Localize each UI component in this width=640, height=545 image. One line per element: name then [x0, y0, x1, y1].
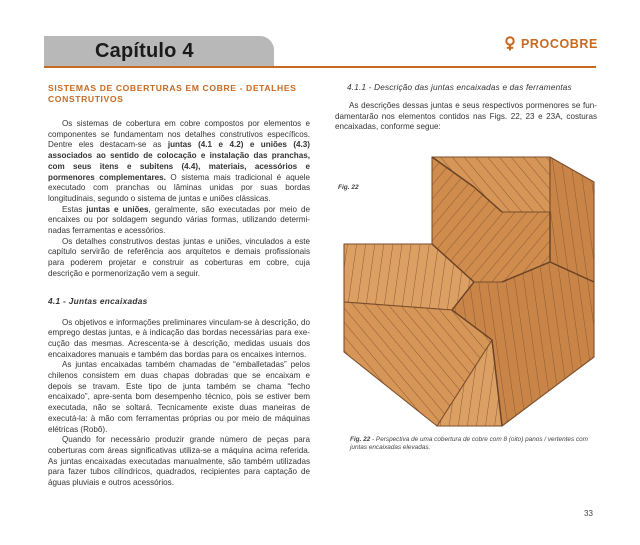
paragraph-2-text-a: Estas [62, 204, 87, 214]
paragraph-6: Quando for necessário produzir grande número de peças para coberturas com áreas significativas utiliza-se a máquina acima referida. As juntas encaixadas executadas manualmente, são também utilizadas para fazer tubos cilíndricos, quadrados, recipientes para captação de águas pluviais e outros acessórios. [48, 435, 310, 488]
paragraph-4: Os objetivos e informações preliminares vinculam-se à descrição, do emprego destas juntas, e à indicação das bordas necessárias para exe-cução das mesmas. Acrescenta-se à descrição, medidas usuais dos encaixadores manuais e também das bordas para os encaixes internos. [48, 317, 310, 359]
section-heading: SISTEMAS DE COBERTURAS EM COBRE - DETALHES CONSTRUTIVOS [48, 83, 297, 104]
paragraph-2-text-c: , geralmente, são executadas por meio de encaixes ou por soldagem segundo várias formas, utilizando determi-nadas ferramentas e acessórios. [48, 204, 310, 236]
brand-name: PROCOBRE [520, 36, 598, 51]
brand-logo [504, 36, 598, 51]
paragraph-5: As juntas encaixadas também chamadas de “emballetadas” pelos chilenos consistem em duas chapas dobradas que se encaixam e depois se travam. Este tipo de junta também se chama “fecho encaixado”, apre-senta bom desempenho técnico, pois se estiver bem executada, não se soltará. Tecnicamente existe duas maneiras de executá-la: à mão com ferramentas próprias ou por meio de máquinas elétricas (Robô). [48, 360, 310, 434]
subsection-heading: 4.1 - Juntas encaixadas [48, 295, 148, 306]
paragraph-2 [48, 205, 310, 237]
paragraph-3: Os detalhes construtivos destas juntas e uniões, vinculados a este capítulo servirão de referência aos arquitetos e demais profissionais para poderem projetar e construir as coberturas em cobre, cuja descrição e pormenorização vem a seguir. [48, 236, 310, 278]
figure-caption [350, 436, 595, 453]
page-number: 33 [584, 509, 593, 518]
roof-illustration [342, 152, 596, 428]
paragraph-1-text-c: O sistema mais tradicional é aquele executado com pranchas ou lâminas unidas por suas bordas longitudinais, segundo o sistema de juntas e uniões clássicas. [48, 172, 310, 203]
paragraph-2-bold: juntas e uniões [86, 204, 149, 214]
left-column [48, 83, 310, 489]
paragraph-1-bold: juntas (4.1 e 4.2) e uniões (4.3) associados ao sentido de colocação e instalação das pranchas, com seus itens e subitens (4.4), materiais, acessórios e pormenores complementares. [48, 140, 310, 182]
caption-text: - Perspectiva de uma cobertura de cobre com 8 (oito) panos / vertentes com juntas encaixadas elevadas. [350, 436, 588, 452]
chapter-title: Capítulo 4 [95, 40, 194, 62]
subsection-title: 4.1.1 - Descrição das juntas encaixadas e das ferramentas [347, 83, 572, 92]
paragraph-1 [48, 119, 310, 205]
roof-pane-right [550, 157, 594, 282]
paragraph-1-text-a: Os sistemas de cobertura em cobre compostos por elementos e componentes se fundamentam nos detalhes construtivos específicos. Dentre eles destacam-se as [48, 119, 310, 150]
right-column [335, 83, 597, 133]
figure-roof [342, 152, 596, 428]
figure-label: Fig. 22 [338, 184, 359, 191]
header-rule [44, 66, 596, 68]
right-paragraph: As descrições dessas juntas e seus respectivos pormenores se fun-damentarão nos elementos contidos nas Figs. 22, 23 e 23A, costuras encaixadas, conforme segue: [335, 101, 597, 132]
copper-symbol-icon [504, 36, 516, 51]
caption-label: Fig. 22 [350, 436, 371, 443]
